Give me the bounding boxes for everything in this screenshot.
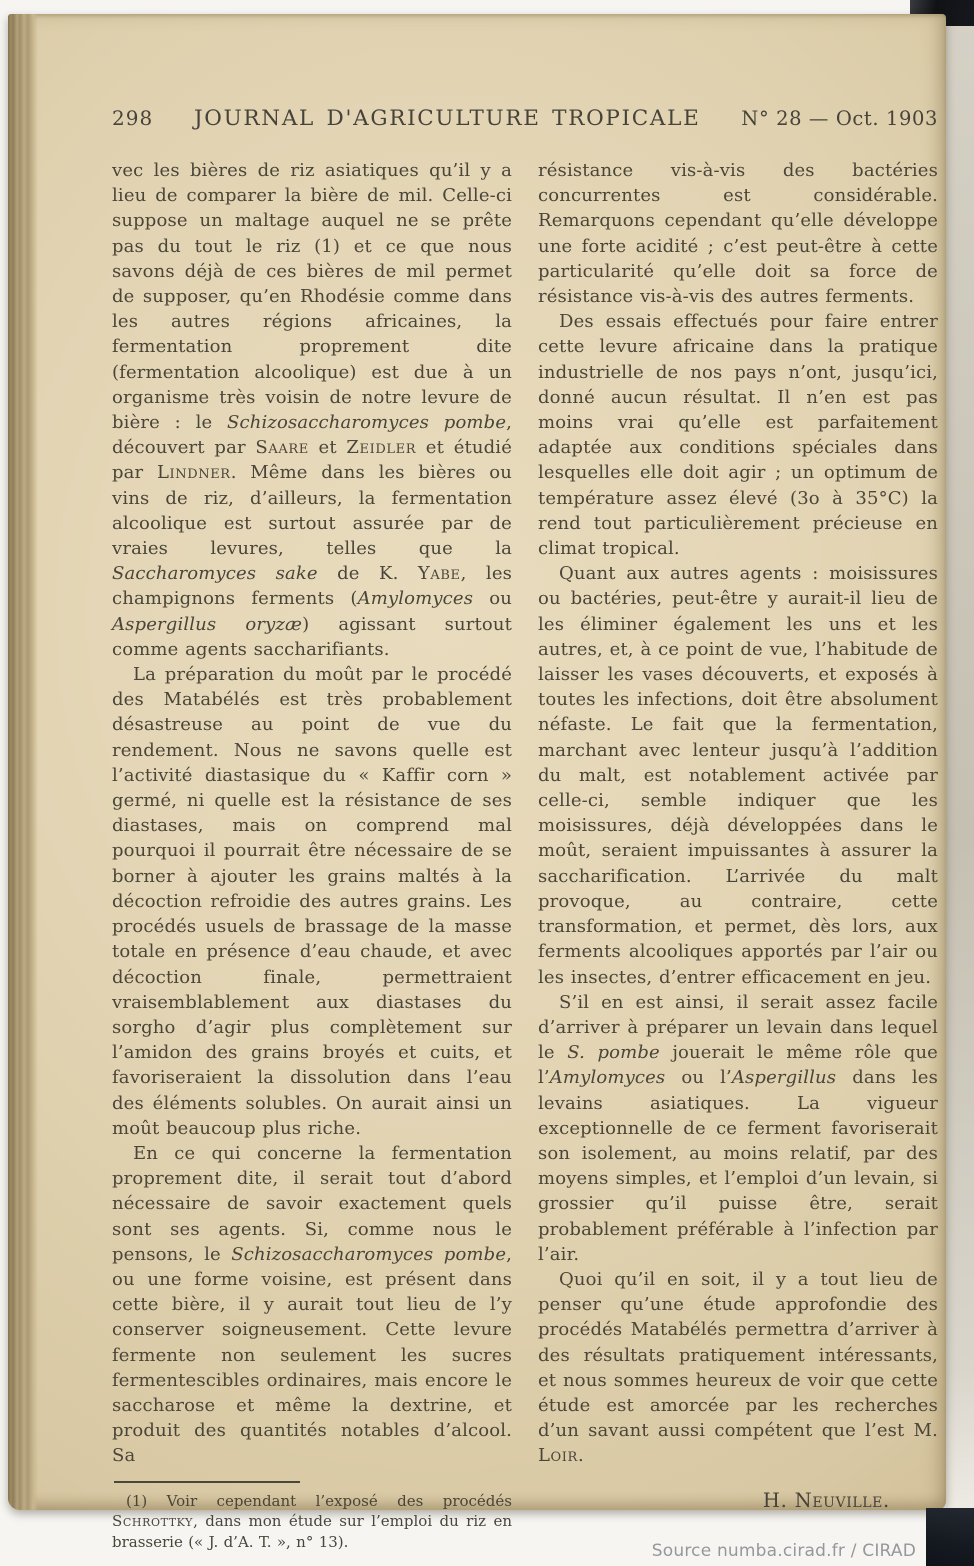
text-run: et [308,437,347,459]
text-run: , découvert par [112,412,512,459]
text-run: , les champignons ferments ( [112,563,513,610]
species-name: Amylomyces [549,1067,666,1089]
text-run: ou [473,588,512,610]
person-name: Zeidler [346,437,417,459]
text-run: résistance vis-à-vis des bactéries concurrentes est considérable. Remarquons cependant qu’elle développe une forte acidité ; c’est peut-être à cette particularité qu’elle doit sa force de résistance vis-à-vis des autres ferments. [538,160,938,308]
scan-dark-corner-bottom-right [926,1508,974,1566]
species-name: Saccharomyces sake [112,563,318,585]
text-run: . [883,1488,890,1512]
text-run: . Même dans les bières ou vins de riz, d’ailleurs, la fermentation alcoolique est surtout assurée par de vraies levures, telles que la [112,462,512,560]
text-run: (1) Voir cependant l’exposé des procédés [126,1491,512,1510]
text-run: Quoi qu’il en soit, il y a tout lieu de penser qu’une étude approfondie des procédés Matabélés permettra d’arriver à des résultats pratiquement intéressants, et nous sommes heureux de voir que cette étude est amorcée par les recherches d’un savant aussi compétent que l’est M. [538,1268,938,1442]
paragraph [538,309,938,561]
text-run: La préparation du moût par le procédé des Matabélés est très probablement désastreuse au point de vue du rendement. Nous ne savons quelle est l’activité diastasique du « Kaffir corn » germé, ni quelle est la résistance de ses diastases, mais on comprend mal pourquoi il pourrait être nécessaire de se borner à ajouter les grains maltés à la décoction refroidie des autres grains. Les procédés usuels de brassage de la masse totale en présence d’eau chaude, et avec décoction finale, permettraient vraisemblablement aux diastases du sorgho d’agir plus complètement sur l’amidon des grains broyés et cuits, et favoriseraient la dissolution dans l’eau des éléments solubles. On aurait ainsi un moût beaucoup plus riche. [112,664,512,1139]
text-run: ) agissant surtout comme agents saccharifiants. [112,613,512,660]
paragraph [538,158,938,309]
text-run: , ou une forme voisine, est présent dans cette bière, il y aurait tout lieu de l’y conserver soigneusement. Cette levure fermente non seulement les sucres fermentescibles ordinaires, mais encore le saccharose et même la dextrine, et produit des quantités notables d’alcool. Sa [112,1243,513,1467]
text-run: , dans mon étude sur l’emploi du riz en brasserie (« J. d’A. T. », n° 13). [112,1512,512,1551]
text-run: . [577,1445,584,1467]
text-run: En ce qui concerne la fermentation proprement dite, il serait tout d’abord nécessaire de savoir exactement quels sont ses agents. Si, comme nous le pensons, le [112,1142,512,1265]
book-page-edges [8,14,38,1510]
species-name: Schizosaccharomyces pombe [227,412,507,434]
footnote-text [112,1491,512,1553]
text-run: et étudié par [112,437,513,484]
source-watermark: Source numba.cirad.fr / CIRAD [651,1541,916,1561]
text-run: vec les bières de riz asiatiques qu’il y a lieu de comparer la bière de mil. Celle-ci suppose un maltage auquel ne se prête pas du tout le riz (1) et ce que nous savons déjà de ces bières de mil permet de supposer, qu’en Rhodésie comme dans les autres régions africaines, la fermentation proprement dite (fermentation alcoolique) est due à un organisme très voisin de notre levure de bière : le [112,160,512,434]
species-name: Aspergillus oryzæ [112,613,303,635]
text-run: S’il en est ainsi, il serait assez facile d’arriver à préparer un levain dans lequel le [538,991,938,1064]
paragraph [112,662,512,1141]
text-run: ou l’ [665,1067,732,1089]
left-column [112,158,512,1552]
text-run: jouerait le même rôle que l’ [538,1042,938,1089]
species-name: Schizosaccharomyces pombe [231,1243,507,1265]
right-column [538,158,938,1552]
author-signature [538,1489,938,1512]
paragraph [538,561,938,989]
species-name: S. pombe [567,1042,660,1064]
person-name: Schrottky [112,1512,194,1531]
text-columns [112,158,938,1552]
journal-title: JOURNAL D'AGRICULTURE TROPICALE [193,106,701,131]
page-number: 298 [112,106,154,130]
scan-right-band [946,0,974,1520]
text-run: dans les levains asiatiques. La vigueur exceptionnelle de ce ferment favoriserait son isolement, au moins relatif, par des moyens simples, et l’emploi d’un levain, si grossier qu’il puisse être, serait probablement préférable à l’infection par l’air. [538,1067,938,1265]
text-run: H. [762,1488,795,1512]
paragraph [538,1267,938,1469]
right-column-text [538,158,938,1469]
text-run: Quant aux autres agents : moisissures ou bactéries, peut-être y aurait-il lieu de les éliminer également les uns et les autres, et, à ce point de vue, l’habitude de laisser les vases découverts, et exposés à toutes les infections, doit être absolument néfaste. Le fait que la fermentation, marchant avec lenteur jusqu’à l’addition du malt, est notablement activée par celle-ci, semble indiquer que les moisissures, déjà développées dans le moût, seraient impuissantes à assurer la saccharification. L’arrivée du malt provoque, au contraire, cette transformation, et permet, dès lors, aux ferments alcooliques apportés par l’air ou les insectes, d’entrer efficacement en jeu. [538,563,938,988]
paragraph [112,1141,512,1469]
species-name: Amylomyces [357,588,474,610]
person-name: Saare [255,437,309,459]
left-column-text [112,158,512,1469]
text-run: de K. [317,563,418,585]
person-name: Yabe [417,563,461,585]
footnote-rule [114,1481,300,1483]
species-name: Aspergillus [731,1067,837,1089]
paragraph [112,158,512,662]
person-name: Lindner [156,462,231,484]
text-run: Des essais effectués pour faire entrer cette levure africaine dans la pratique industrielle de nos pays n’ont, jusqu’ici, donné aucun résultat. Il n’en est pas moins vrai qu’elle est parfaitement adaptée aux conditions spéciales dans lesquelles elle doit agir ; un optimum de température assez élevé (3o à 35°C) la rend tout particulièrement précieuse en climat tropical. [538,311,938,560]
paragraph [538,990,938,1267]
page-header [112,106,938,131]
footnote [112,1481,512,1553]
person-name: Loir [538,1445,578,1467]
person-name: Neuville [794,1488,883,1512]
issue-info: N° 28 — Oct. 1903 [741,107,938,130]
